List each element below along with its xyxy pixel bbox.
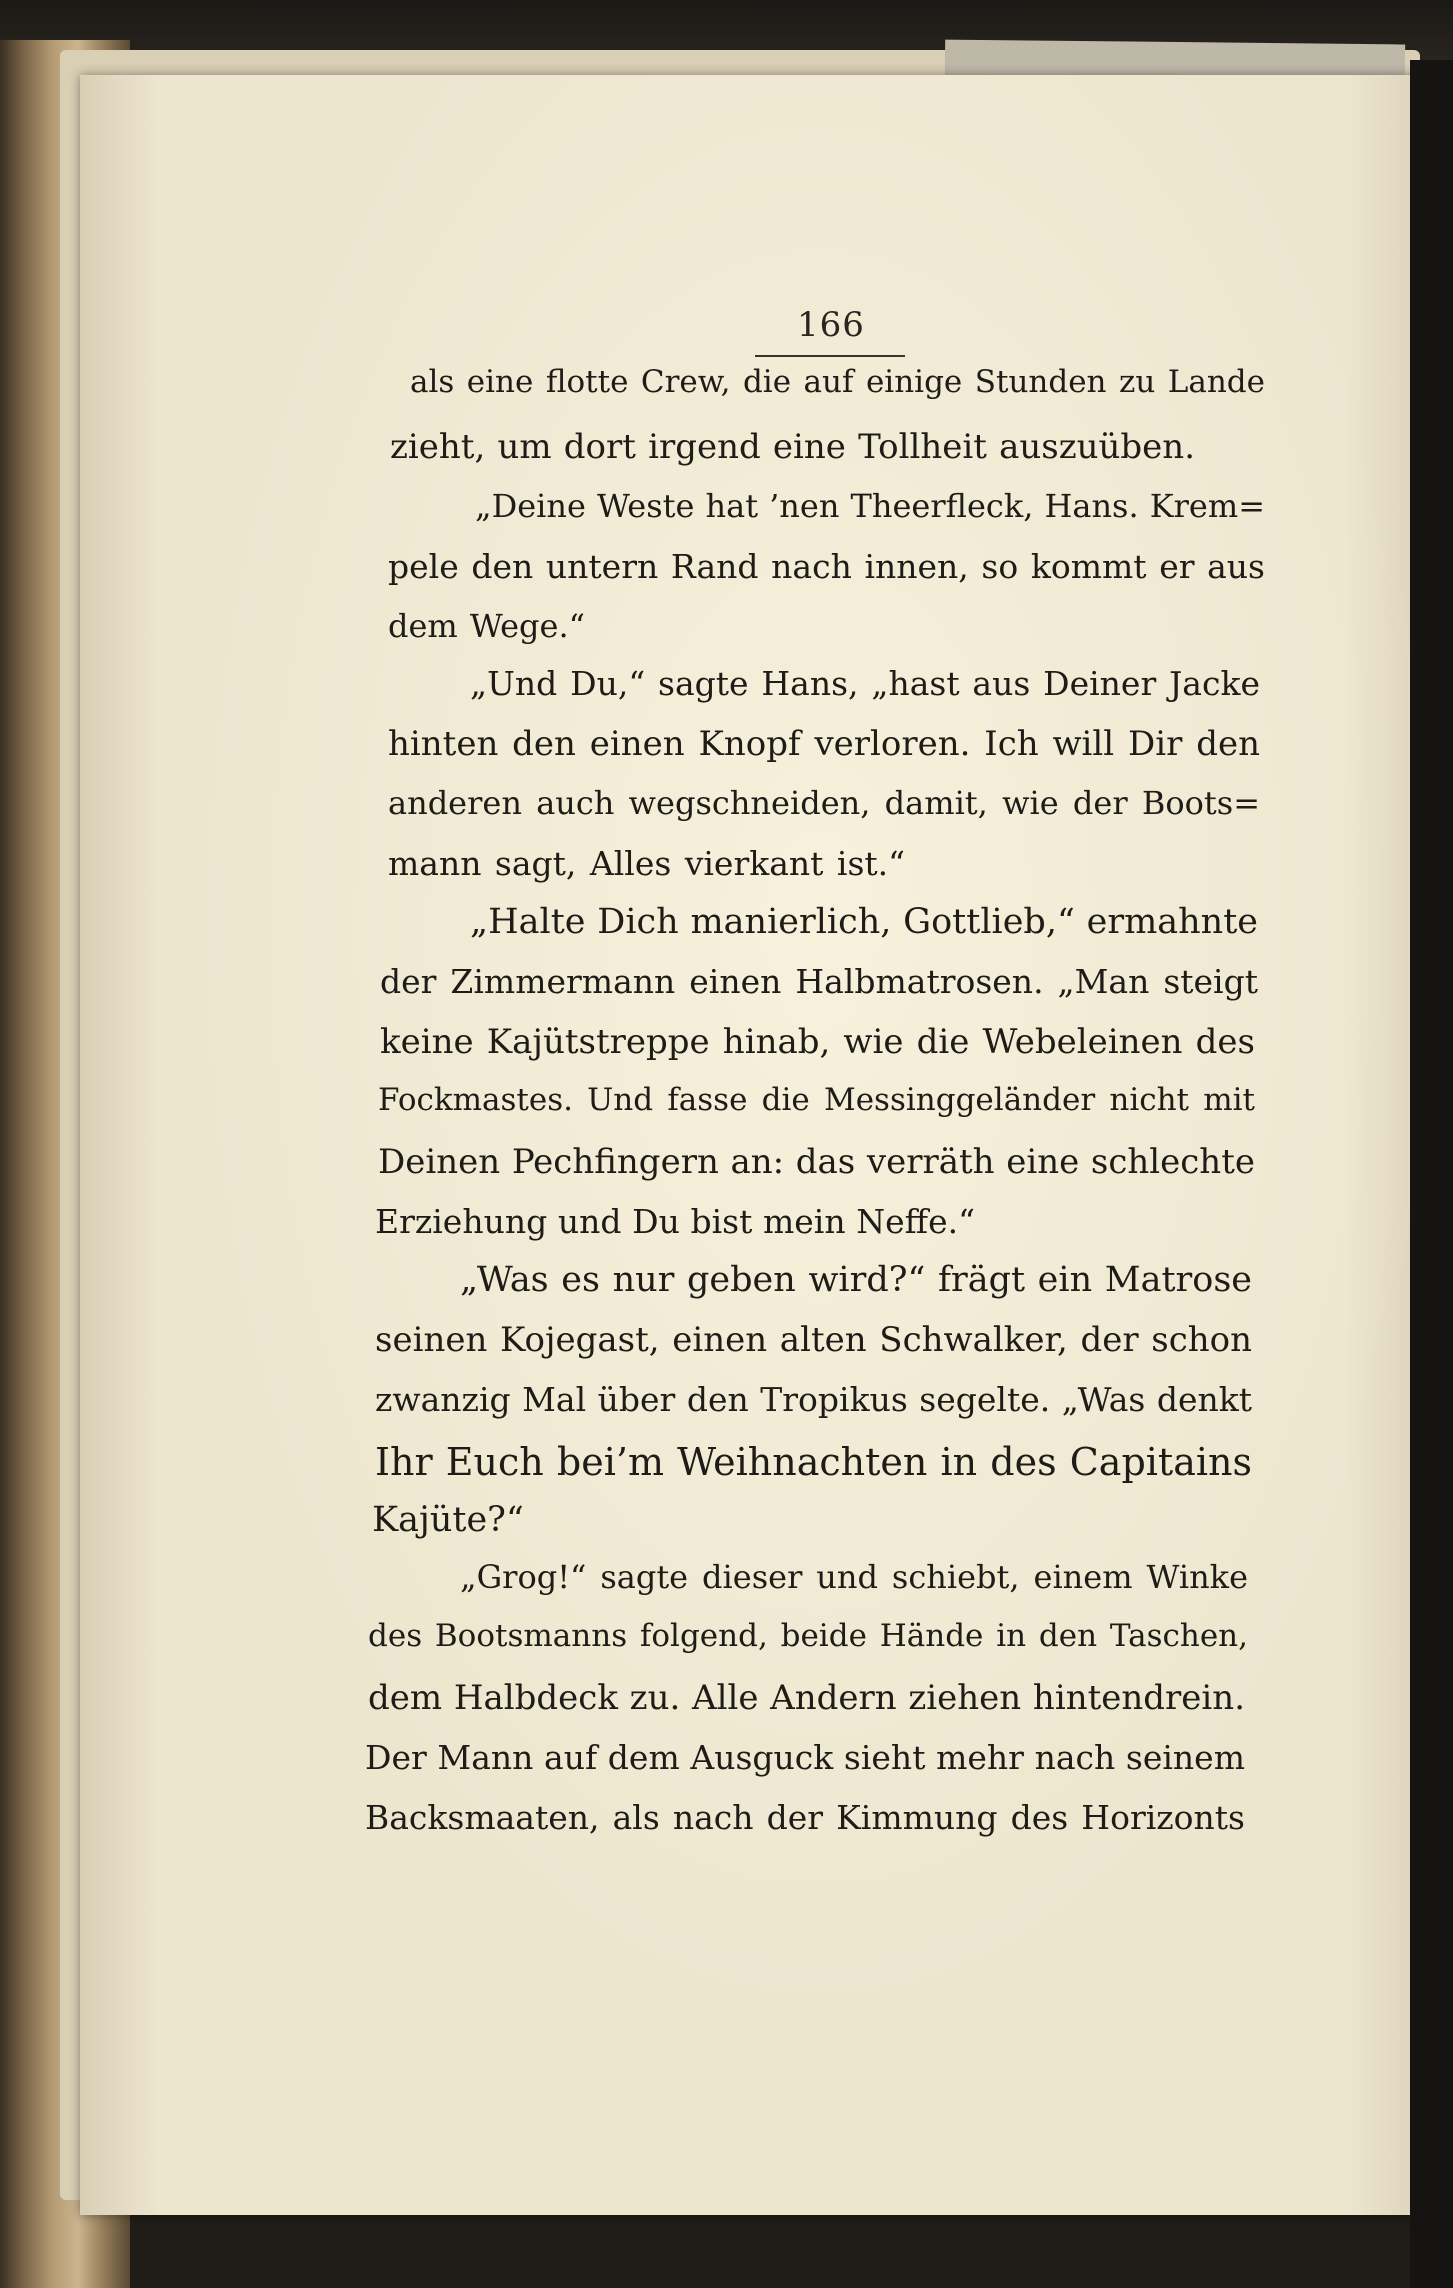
text-line: zieht, um dort irgend eine Tollheit auszuüben.: [390, 427, 1195, 467]
text-line: des Bootsmanns folgend, beide Hände in den Taschen,: [368, 1618, 1248, 1654]
text-line: anderen auch wegschneiden, damit, wie der Boots=: [388, 784, 1260, 822]
text-line: Der Mann auf dem Ausguck sieht mehr nach seinem: [365, 1738, 1245, 1777]
text-line: Kajüte?“: [372, 1500, 524, 1540]
text-line: „Deine Weste hat ’nen Theerfleck, Hans. Krem=: [475, 487, 1265, 525]
text-line: als eine flotte Crew, die auf einige Stunden zu Lande: [410, 364, 1265, 400]
text-line: Erziehung und Du bist mein Neffe.“: [375, 1202, 975, 1241]
page-number-rule: [755, 355, 905, 357]
text-line: dem Halbdeck zu. Alle Andern ziehen hintendrein.: [368, 1678, 1245, 1718]
text-line: „Grog!“ sagte dieser und schiebt, einem Winke: [460, 1558, 1248, 1596]
page-number: 166: [797, 305, 865, 345]
text-line: hinten den einen Knopf verloren. Ich will Dir den: [388, 724, 1260, 764]
text-line: keine Kajütstreppe hinab, wie die Webeleinen des: [380, 1022, 1255, 1062]
text-line: dem Wege.“: [388, 607, 585, 645]
text-line: zwanzig Mal über den Tropikus segelte. „Was denkt: [375, 1380, 1252, 1419]
text-line: Deinen Pechfingern an: das verräth eine schlechte: [378, 1142, 1255, 1182]
text-line: „Was es nur geben wird?“ frägt ein Matrose: [460, 1260, 1252, 1300]
text-line: pele den untern Rand nach innen, so kommt er aus: [388, 547, 1265, 586]
text-line: seinen Kojegast, einen alten Schwalker, der schon: [375, 1320, 1252, 1360]
text-line: Fockmastes. Und fasse die Messinggeländer nicht mit: [378, 1082, 1255, 1118]
text-line: „Und Du,“ sagte Hans, „hast aus Deiner Jacke: [470, 664, 1260, 703]
scan-border-right: [1410, 60, 1453, 2288]
text-line: der Zimmermann einen Halbmatrosen. „Man steigt: [380, 962, 1258, 1001]
text-line: Ihr Euch bei’m Weihnachten in des Capitains: [375, 1440, 1252, 1484]
text-line: mann sagt, Alles vierkant ist.“: [388, 844, 905, 883]
text-line: Backsmaaten, als nach der Kimmung des Horizonts: [365, 1798, 1245, 1837]
text-line: „Halte Dich manierlich, Gottlieb,“ ermahnte: [470, 902, 1258, 942]
